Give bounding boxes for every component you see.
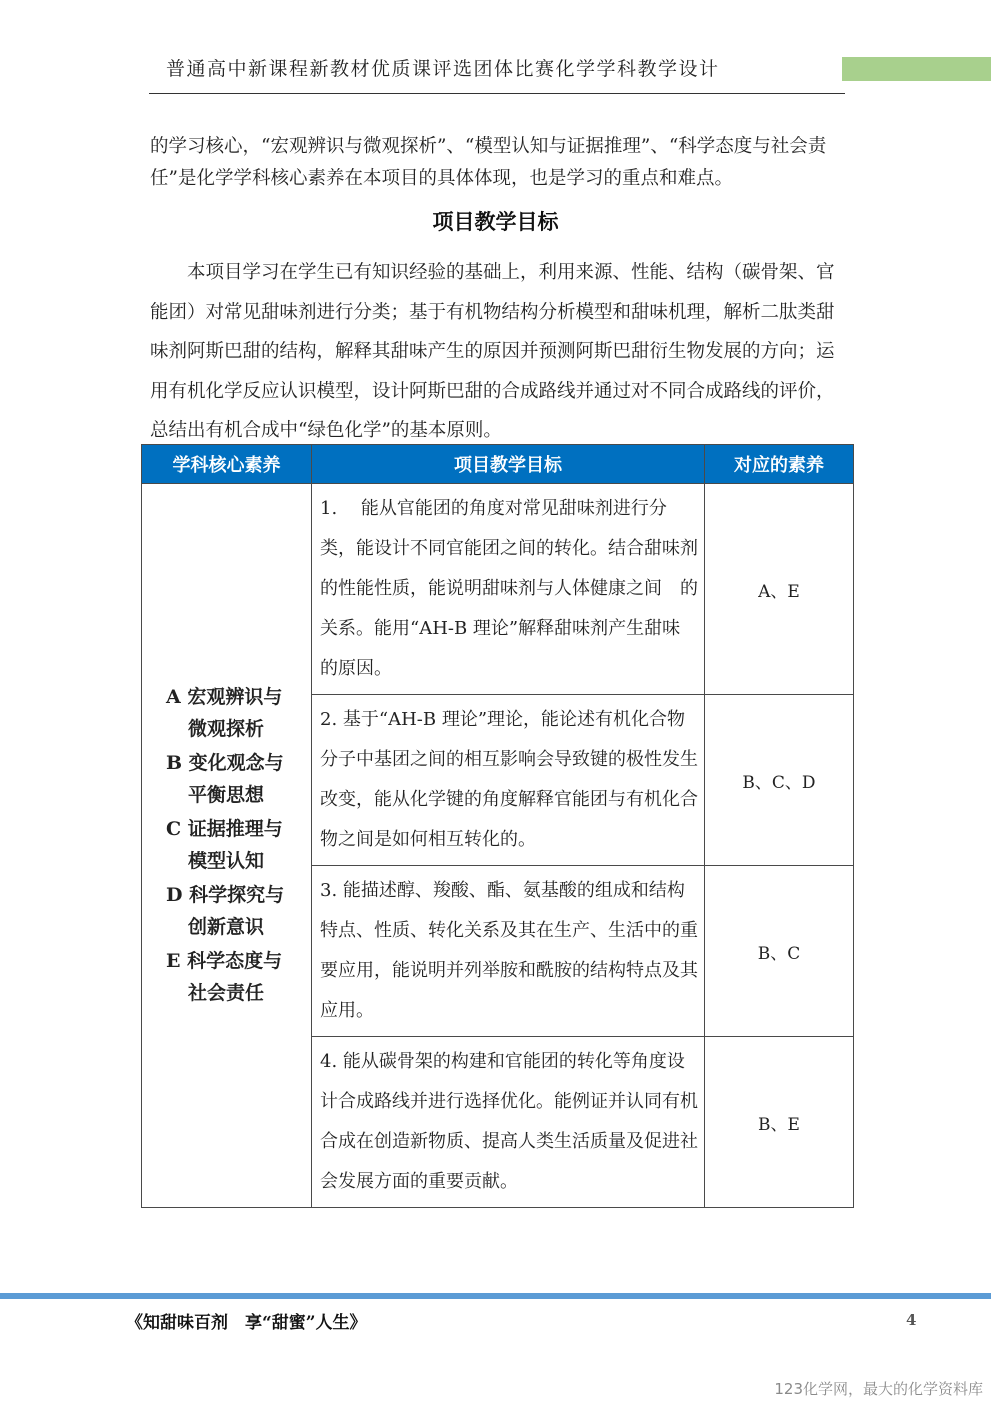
footer-title: 《知甜味百剂 享“甜蜜”人生》 bbox=[126, 1313, 367, 1333]
core-literacy-line: 微观探析 bbox=[188, 717, 265, 740]
header-teaching-goal: 项目教学目标 bbox=[312, 445, 705, 484]
core-literacy-item bbox=[166, 747, 310, 811]
core-literacy-list bbox=[142, 484, 312, 1208]
goal-cell: 2. 基于“AH-B 理论”理论，能论述有机化合物分子中基团之间的相互影响会导致键的极性发生改变，能从化学键的角度解释官能团与有机化合物之间是如何相互转化的。 bbox=[312, 695, 705, 866]
core-literacy-line: D 科学探究与 bbox=[166, 883, 285, 906]
core-literacy-line: B 变化观念与 bbox=[166, 751, 284, 774]
literacy-cell: B、E bbox=[705, 1037, 854, 1208]
core-literacy-item bbox=[166, 813, 310, 877]
goal-cell: 3. 能描述醇、羧酸、酯、氨基酸的组成和结构特点、性质、转化关系及其在生产、生活中的重要应用，能说明并列举胺和酰胺的结构特点及其应用。 bbox=[312, 866, 705, 1037]
footer-divider bbox=[0, 1293, 991, 1299]
literacy-cell: A、E bbox=[705, 484, 854, 695]
intro-paragraph: 的学习核心，“宏观辨识与微观探析”、“模型认知与证据推理”、“科学态度与社会责任”是化学学科核心素养在本项目的具体体现，也是学习的重点和难点。 bbox=[150, 136, 827, 189]
table-header-row bbox=[142, 445, 854, 484]
core-literacy-item bbox=[166, 681, 310, 745]
core-literacy-item bbox=[166, 879, 310, 943]
header-title: 普通高中新课程新教材优质课评选团体比赛化学学科教学设计 bbox=[166, 58, 720, 80]
goal-cell: 4. 能从碳骨架的构建和官能团的转化等角度设计合成路线并进行选择优化。能例证并认同有机合成在创造新物质、提高人类生活质量及促进社会发展方面的重要贡献。 bbox=[312, 1037, 705, 1208]
core-literacy-line: A 宏观辨识与 bbox=[166, 685, 283, 708]
section-paragraph: 本项目学习在学生已有知识经验的基础上，利用来源、性能、结构（碳骨架、官能团）对常见甜味剂进行分类；基于有机物结构分析模型和甜味机理，解析二肽类甜味剂阿斯巴甜的结构，解释其甜味产生的原因并预测阿斯巴甜衍生物发展的方向；运用有机化学反应认识模型，设计阿斯巴甜的合成路线并通过对不同合成路线的评价，总结出有机合成中“绿色化学”的基本原则。 bbox=[150, 262, 835, 442]
core-literacy-line: 平衡思想 bbox=[188, 783, 265, 806]
literacy-cell: B、C bbox=[705, 866, 854, 1037]
core-literacy-line: 创新意识 bbox=[188, 915, 265, 938]
header-corresponding-literacy: 对应的素养 bbox=[705, 445, 854, 484]
header-divider bbox=[149, 93, 845, 94]
table-row bbox=[142, 484, 854, 695]
watermark: 123化学网，最大的化学资料库 bbox=[774, 1380, 983, 1398]
core-literacy-line: C 证据推理与 bbox=[166, 817, 283, 840]
goal-cell: 1. 能从官能团的角度对常见甜味剂进行分类，能设计不同官能团之间的转化。结合甜味剂的性能性质，能说明甜味剂与人体健康之间 的关系。能用“AH-B 理论”解释甜味剂产生甜味的原因。 bbox=[312, 484, 705, 695]
section-title: 项目教学目标 bbox=[432, 209, 559, 234]
core-literacy-line: E 科学态度与 bbox=[166, 949, 283, 972]
core-literacy-line: 社会责任 bbox=[188, 981, 265, 1004]
goals-table bbox=[141, 444, 854, 1208]
literacy-cell: B、C、D bbox=[705, 695, 854, 866]
core-literacy-line: 模型认知 bbox=[188, 849, 265, 872]
page-number: 4 bbox=[906, 1311, 917, 1329]
header-accent-bar bbox=[842, 57, 991, 81]
core-literacy-item bbox=[166, 945, 310, 1009]
header-core-literacy: 学科核心素养 bbox=[142, 445, 312, 484]
